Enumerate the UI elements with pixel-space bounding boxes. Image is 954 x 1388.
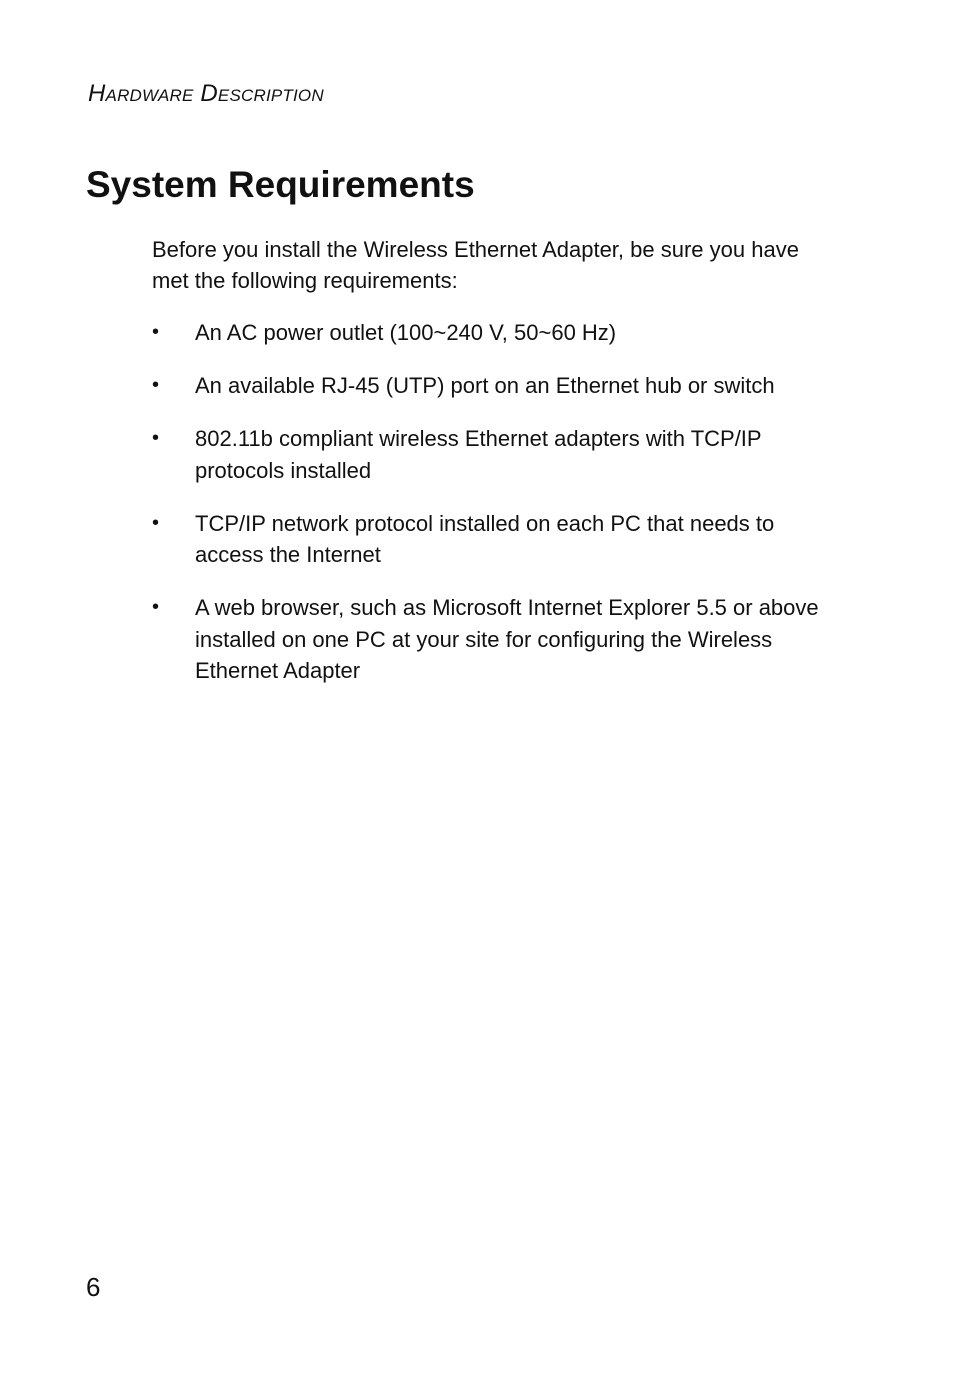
- requirement-text: An AC power outlet (100~240 V, 50~60 Hz): [195, 320, 617, 345]
- page-number: 6: [86, 1272, 101, 1302]
- bullet-icon: •: [152, 374, 160, 396]
- requirement-text: TCP/IP network protocol installed on each PC that needs to access the Internet: [195, 510, 775, 567]
- requirement-text: 802.11b compliant wireless Ethernet adapters with TCP/IP protocols installed: [195, 426, 762, 483]
- list-item: [152, 423, 842, 486]
- requirement-text: An available RJ-45 (UTP) port on an Ethernet hub or switch: [195, 373, 775, 398]
- bullet-icon: •: [152, 427, 160, 449]
- requirements-list: [152, 317, 842, 708]
- list-item: [152, 370, 842, 402]
- list-item: [152, 317, 842, 349]
- requirement-text: A web browser, such as Microsoft Internet Explorer 5.5 or above installed on one PC at your site for configuring the Wireless Ethernet Adapter: [195, 595, 819, 683]
- list-item: [152, 508, 842, 571]
- page-title: System Requirements: [86, 164, 475, 205]
- list-item: [152, 592, 842, 687]
- bullet-icon: •: [152, 321, 160, 343]
- bullet-icon: •: [152, 511, 160, 534]
- intro-paragraph: Before you install the Wireless Ethernet Adapter, be sure you have met the following requirements:: [152, 237, 799, 293]
- running-header: Hardware Description: [88, 80, 324, 107]
- bullet-icon: •: [152, 596, 160, 618]
